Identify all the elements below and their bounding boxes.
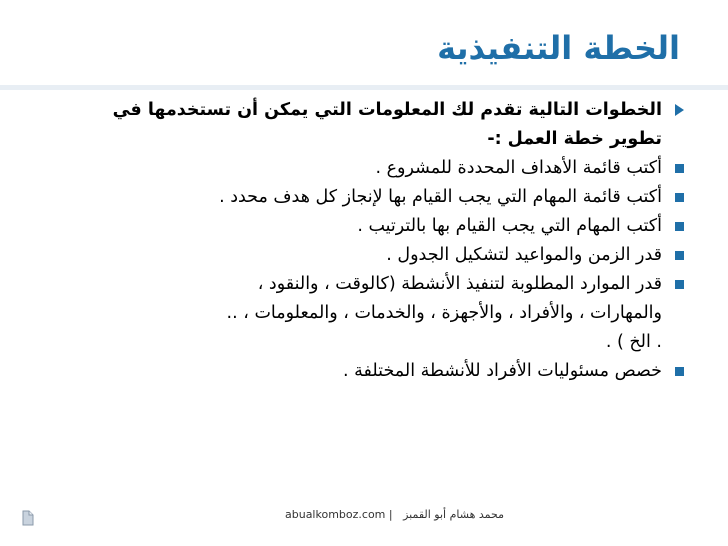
footer-author: محمد هشام أبو القمبز xyxy=(403,508,505,521)
bullet-line: تطوير خطة العمل :- xyxy=(487,129,662,149)
bullet-line: قدر الزمن والمواعيد لتشكيل الجدول . xyxy=(386,245,662,265)
square-bullet-icon xyxy=(675,193,684,202)
bullet-line: الخطوات التالية تقدم لك المعلومات التي يمكن أن تستخدمها في xyxy=(112,100,662,120)
square-bullet-icon xyxy=(675,251,684,260)
bullet-item xyxy=(26,183,686,212)
bullet-list xyxy=(26,96,686,386)
bullet-line: قدر الموارد المطلوبة لتنفيذ الأنشطة (كالوقت ، والنقود ، xyxy=(257,274,662,294)
bullet-line: أكتب قائمة المهام التي يجب القيام بها لإنجاز كل هدف محدد . xyxy=(219,187,662,207)
bullet-item xyxy=(26,154,686,183)
slide-title: الخطة التنفيذية xyxy=(437,29,680,67)
square-bullet-icon xyxy=(675,164,684,173)
square-bullet-icon xyxy=(675,222,684,231)
bullet-line: أكتب قائمة الأهداف المحددة للمشروع . xyxy=(375,158,662,178)
square-bullet-icon xyxy=(675,280,684,289)
bullet-item xyxy=(26,241,686,270)
triangle-bullet-icon xyxy=(675,104,684,116)
square-bullet-icon xyxy=(675,367,684,376)
bullet-line: والمهارات ، والأفراد ، والأجهزة ، والخدمات ، والمعلومات ، .. xyxy=(226,303,662,323)
bullet-item xyxy=(26,212,686,241)
bullet-item xyxy=(26,357,686,386)
page-corner-icon xyxy=(22,510,34,526)
bullet-item xyxy=(26,96,686,154)
title-divider xyxy=(0,85,728,90)
bullet-line: أكتب المهام التي يجب القيام بها بالترتيب . xyxy=(357,216,662,236)
footer-site: abualkomboz.com | xyxy=(285,508,393,521)
footer xyxy=(0,508,728,530)
bullet-item xyxy=(26,270,686,357)
bullet-line: . الخ ) . xyxy=(605,332,662,352)
bullet-line: خصص مسئوليات الأفراد للأنشطة المختلفة . xyxy=(343,361,662,381)
footer-text xyxy=(285,508,504,521)
